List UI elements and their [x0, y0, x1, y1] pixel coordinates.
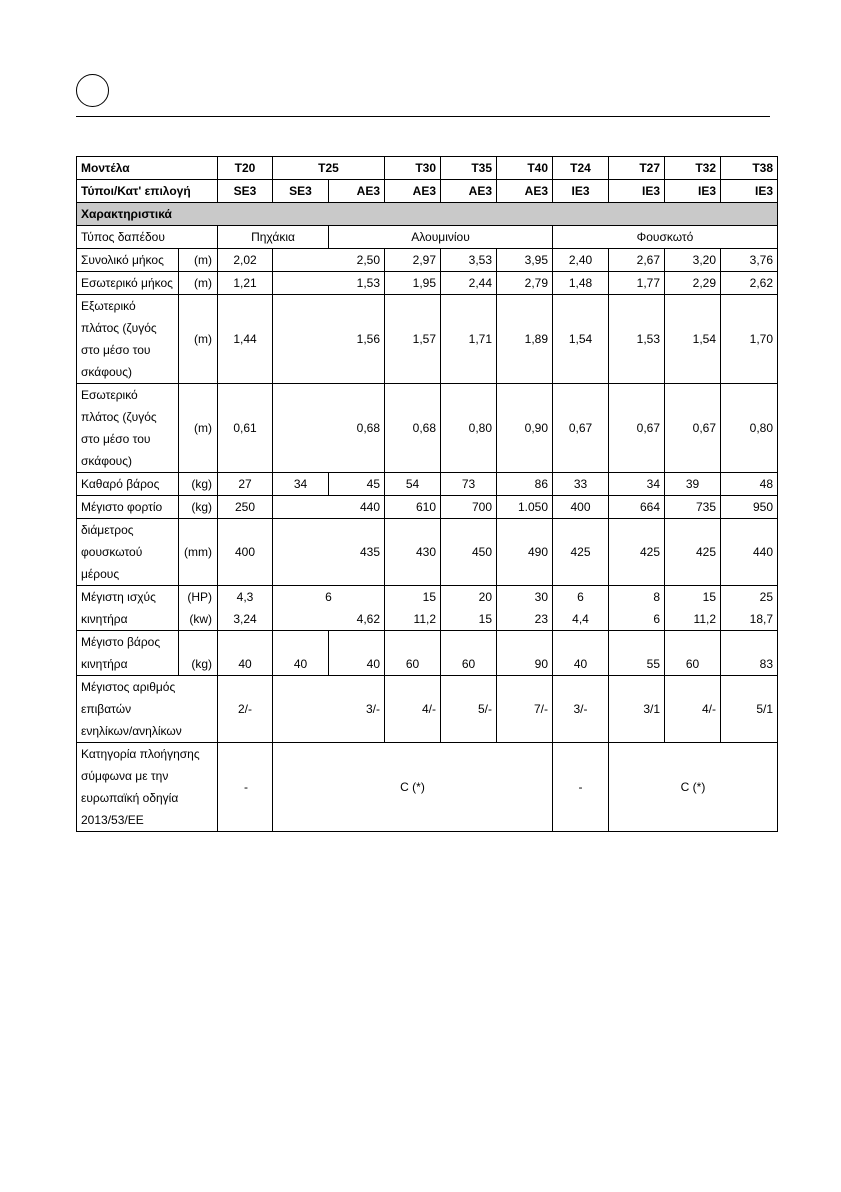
- value-cell: 440: [273, 496, 385, 519]
- value-cell: 0,61: [218, 384, 273, 473]
- floor-label: Τύπος δαπέδου: [77, 226, 218, 249]
- value-cell: 2,44: [441, 272, 497, 295]
- value-cell: 2,02: [218, 249, 273, 272]
- max-power-label: Μέγιστη ισχύς: [77, 586, 179, 609]
- model-cell: T27: [609, 157, 665, 180]
- label-line: μέρους: [81, 567, 120, 581]
- value-cell: 0,67: [665, 384, 721, 473]
- table-row-total-length: [77, 249, 778, 272]
- floor-value: Πηχάκια: [218, 226, 329, 249]
- table-row-net-weight: [77, 473, 778, 496]
- value-cell: 1,70: [721, 295, 778, 384]
- unit: (m): [179, 384, 218, 473]
- model-cell: T24: [553, 157, 609, 180]
- value-cell: 40: [329, 631, 385, 676]
- table-row-floor: [77, 226, 778, 249]
- value-cell: 400: [218, 519, 273, 586]
- value-cell: 8: [609, 586, 665, 609]
- value-cell: 4/-: [385, 676, 441, 743]
- value-cell: 60: [441, 631, 497, 676]
- table-row-max-power-kw: [77, 608, 778, 631]
- value-cell: 1,57: [385, 295, 441, 384]
- value-cell: 1,89: [497, 295, 553, 384]
- value-cell: 1,53: [273, 272, 385, 295]
- value-cell: 700: [441, 496, 497, 519]
- model-cell: T40: [497, 157, 553, 180]
- value-cell: 34: [609, 473, 665, 496]
- value-cell: 4/-: [665, 676, 721, 743]
- inner-length-label: Εσωτερικό μήκος: [77, 272, 179, 295]
- value-cell: 7/-: [497, 676, 553, 743]
- label-line: σκάφους): [81, 454, 132, 468]
- unit: (kg): [179, 631, 218, 676]
- float-diameter-label: [77, 519, 179, 586]
- value-cell: 1,95: [385, 272, 441, 295]
- value-cell: 60: [385, 631, 441, 676]
- value-cell: 1,77: [609, 272, 665, 295]
- table-row-max-load: [77, 496, 778, 519]
- value-cell: 5/-: [441, 676, 497, 743]
- value-cell: 2,62: [721, 272, 778, 295]
- model-cell: T35: [441, 157, 497, 180]
- value-cell: 3,24: [218, 608, 273, 631]
- value-cell: 48: [721, 473, 778, 496]
- model-cell: T25: [273, 157, 385, 180]
- label-line: σύμφωνα με την: [81, 769, 169, 783]
- value-cell: 950: [721, 496, 778, 519]
- value-cell: 30: [497, 586, 553, 609]
- value-cell: 90: [497, 631, 553, 676]
- value-cell: 1,44: [218, 295, 273, 384]
- value-cell: 40: [553, 631, 609, 676]
- unit: (m): [179, 272, 218, 295]
- type-cell: IE3: [609, 180, 665, 203]
- value-cell: 60: [665, 631, 721, 676]
- value-cell: 6: [553, 586, 609, 609]
- type-cell: IE3: [553, 180, 609, 203]
- value-cell: 610: [385, 496, 441, 519]
- value-cell: 4,62: [273, 608, 385, 631]
- value-cell: 425: [553, 519, 609, 586]
- label-line: στο μέσο του: [81, 432, 151, 446]
- value-cell: 1,56: [273, 295, 385, 384]
- model-cell: T32: [665, 157, 721, 180]
- label-line: 2013/53/ΕΕ: [81, 813, 144, 827]
- table-row-inner-length: [77, 272, 778, 295]
- value-cell: 3/-: [553, 676, 609, 743]
- models-label: Μοντέλα: [77, 157, 218, 180]
- value-cell: 33: [553, 473, 609, 496]
- value-cell: -: [553, 743, 609, 832]
- unit: (mm): [179, 519, 218, 586]
- label-line: επιβατών: [81, 702, 132, 716]
- value-cell: 3,76: [721, 249, 778, 272]
- label-line: πλάτος (ζυγός: [81, 321, 157, 335]
- label-line: Μέγιστος αριθμός: [81, 680, 176, 694]
- label-line: Εξωτερικό: [81, 299, 136, 313]
- value-cell: 3/1: [609, 676, 665, 743]
- value-cell: 490: [497, 519, 553, 586]
- unit: (kw): [179, 608, 218, 631]
- type-cell: AE3: [441, 180, 497, 203]
- value-cell: -: [218, 743, 273, 832]
- net-weight-label: Καθαρό βάρος: [77, 473, 179, 496]
- value-cell: 0,68: [385, 384, 441, 473]
- model-cell: T20: [218, 157, 273, 180]
- value-cell: 23: [497, 608, 553, 631]
- table-row-float-diameter: [77, 519, 778, 586]
- value-cell: 664: [609, 496, 665, 519]
- value-cell: 6: [273, 586, 385, 609]
- value-cell: 83: [721, 631, 778, 676]
- table-row-models: [77, 157, 778, 180]
- value-cell: 1,54: [553, 295, 609, 384]
- value-cell: C (*): [609, 743, 778, 832]
- label-line: διάμετρος: [81, 523, 134, 537]
- value-cell: 3/-: [273, 676, 385, 743]
- model-cell: T38: [721, 157, 778, 180]
- value-cell: 4,3: [218, 586, 273, 609]
- unit: (kg): [179, 473, 218, 496]
- value-cell: 73: [441, 473, 497, 496]
- label-line: Κατηγορία πλοήγησης: [81, 747, 200, 761]
- value-cell: 3,95: [497, 249, 553, 272]
- category-label: [77, 743, 218, 832]
- label-line: πλάτος (ζυγός: [81, 410, 157, 424]
- value-cell: 0,67: [609, 384, 665, 473]
- table-row-category: [77, 743, 778, 832]
- value-cell: 25: [721, 586, 778, 609]
- floor-value: Φουσκωτό: [553, 226, 778, 249]
- table-row-max-passengers: [77, 676, 778, 743]
- label-line: σκάφους): [81, 365, 132, 379]
- floor-value: Αλουμινίου: [329, 226, 553, 249]
- inner-width-label: [77, 384, 179, 473]
- value-cell: 6: [609, 608, 665, 631]
- value-cell: 11,2: [665, 608, 721, 631]
- value-cell: 2/-: [218, 676, 273, 743]
- model-cell: T30: [385, 157, 441, 180]
- value-cell: 440: [721, 519, 778, 586]
- types-label: Τύποι/Κατ' επιλογή: [77, 180, 218, 203]
- table-row-max-power-hp: [77, 586, 778, 609]
- value-cell: 2,79: [497, 272, 553, 295]
- value-cell: 45: [329, 473, 385, 496]
- value-cell: 15: [665, 586, 721, 609]
- specifications-table: [76, 156, 778, 832]
- label-line: ευρωπαϊκή οδηγία: [81, 791, 179, 805]
- value-cell: 2,97: [385, 249, 441, 272]
- value-cell: 40: [273, 631, 329, 676]
- value-cell: 735: [665, 496, 721, 519]
- type-cell: AE3: [329, 180, 385, 203]
- table-row-outer-width: [77, 295, 778, 384]
- label-line: στο μέσο του: [81, 343, 151, 357]
- type-cell: SE3: [273, 180, 329, 203]
- value-cell: 5/1: [721, 676, 778, 743]
- value-cell: 54: [385, 473, 441, 496]
- value-cell: 15: [441, 608, 497, 631]
- type-cell: AE3: [497, 180, 553, 203]
- label-line: Εσωτερικό: [81, 388, 138, 402]
- header-rule: [76, 116, 770, 117]
- type-cell: IE3: [665, 180, 721, 203]
- value-cell: 2,29: [665, 272, 721, 295]
- section-heading: Χαρακτηριστικά: [77, 203, 778, 226]
- value-cell: 86: [497, 473, 553, 496]
- value-cell: C (*): [273, 743, 553, 832]
- value-cell: 40: [218, 631, 273, 676]
- table-row-section: [77, 203, 778, 226]
- value-cell: 1,54: [665, 295, 721, 384]
- value-cell: 0,80: [441, 384, 497, 473]
- value-cell: 4,4: [553, 608, 609, 631]
- value-cell: 11,2: [385, 608, 441, 631]
- value-cell: 430: [385, 519, 441, 586]
- value-cell: 34: [273, 473, 329, 496]
- type-cell: IE3: [721, 180, 778, 203]
- value-cell: 27: [218, 473, 273, 496]
- value-cell: 450: [441, 519, 497, 586]
- max-load-label: Μέγιστο φορτίο: [77, 496, 179, 519]
- unit: (HP): [179, 586, 218, 609]
- max-passengers-label: [77, 676, 218, 743]
- value-cell: 0,67: [553, 384, 609, 473]
- value-cell: 0,68: [273, 384, 385, 473]
- language-marker-circle: [76, 74, 109, 107]
- table-row-types: [77, 180, 778, 203]
- label-line: φουσκωτού: [81, 545, 143, 559]
- value-cell: 1,71: [441, 295, 497, 384]
- label-line: κινητήρα: [81, 657, 128, 671]
- value-cell: 425: [609, 519, 665, 586]
- table-row-max-engine-weight: [77, 631, 778, 676]
- max-power-label: κινητήρα: [77, 608, 179, 631]
- value-cell: 435: [273, 519, 385, 586]
- type-cell: AE3: [385, 180, 441, 203]
- value-cell: 0,90: [497, 384, 553, 473]
- unit: (m): [179, 295, 218, 384]
- value-cell: 2,40: [553, 249, 609, 272]
- value-cell: 15: [385, 586, 441, 609]
- value-cell: 1,53: [609, 295, 665, 384]
- value-cell: 2,50: [273, 249, 385, 272]
- value-cell: 400: [553, 496, 609, 519]
- value-cell: 425: [665, 519, 721, 586]
- value-cell: 39: [665, 473, 721, 496]
- value-cell: 2,67: [609, 249, 665, 272]
- type-cell: SE3: [218, 180, 273, 203]
- value-cell: 250: [218, 496, 273, 519]
- value-cell: 1,21: [218, 272, 273, 295]
- value-cell: 3,20: [665, 249, 721, 272]
- max-engine-weight-label: [77, 631, 179, 676]
- value-cell: 20: [441, 586, 497, 609]
- table-row-inner-width: [77, 384, 778, 473]
- outer-width-label: [77, 295, 179, 384]
- label-line: Μέγιστο βάρος: [81, 635, 161, 649]
- value-cell: 1,48: [553, 272, 609, 295]
- unit: (kg): [179, 496, 218, 519]
- value-cell: 55: [609, 631, 665, 676]
- unit: (m): [179, 249, 218, 272]
- value-cell: 18,7: [721, 608, 778, 631]
- total-length-label: Συνολικό μήκος: [77, 249, 179, 272]
- value-cell: 3,53: [441, 249, 497, 272]
- value-cell: 0,80: [721, 384, 778, 473]
- label-line: ενηλίκων/ανηλίκων: [81, 724, 182, 738]
- value-cell: 1.050: [497, 496, 553, 519]
